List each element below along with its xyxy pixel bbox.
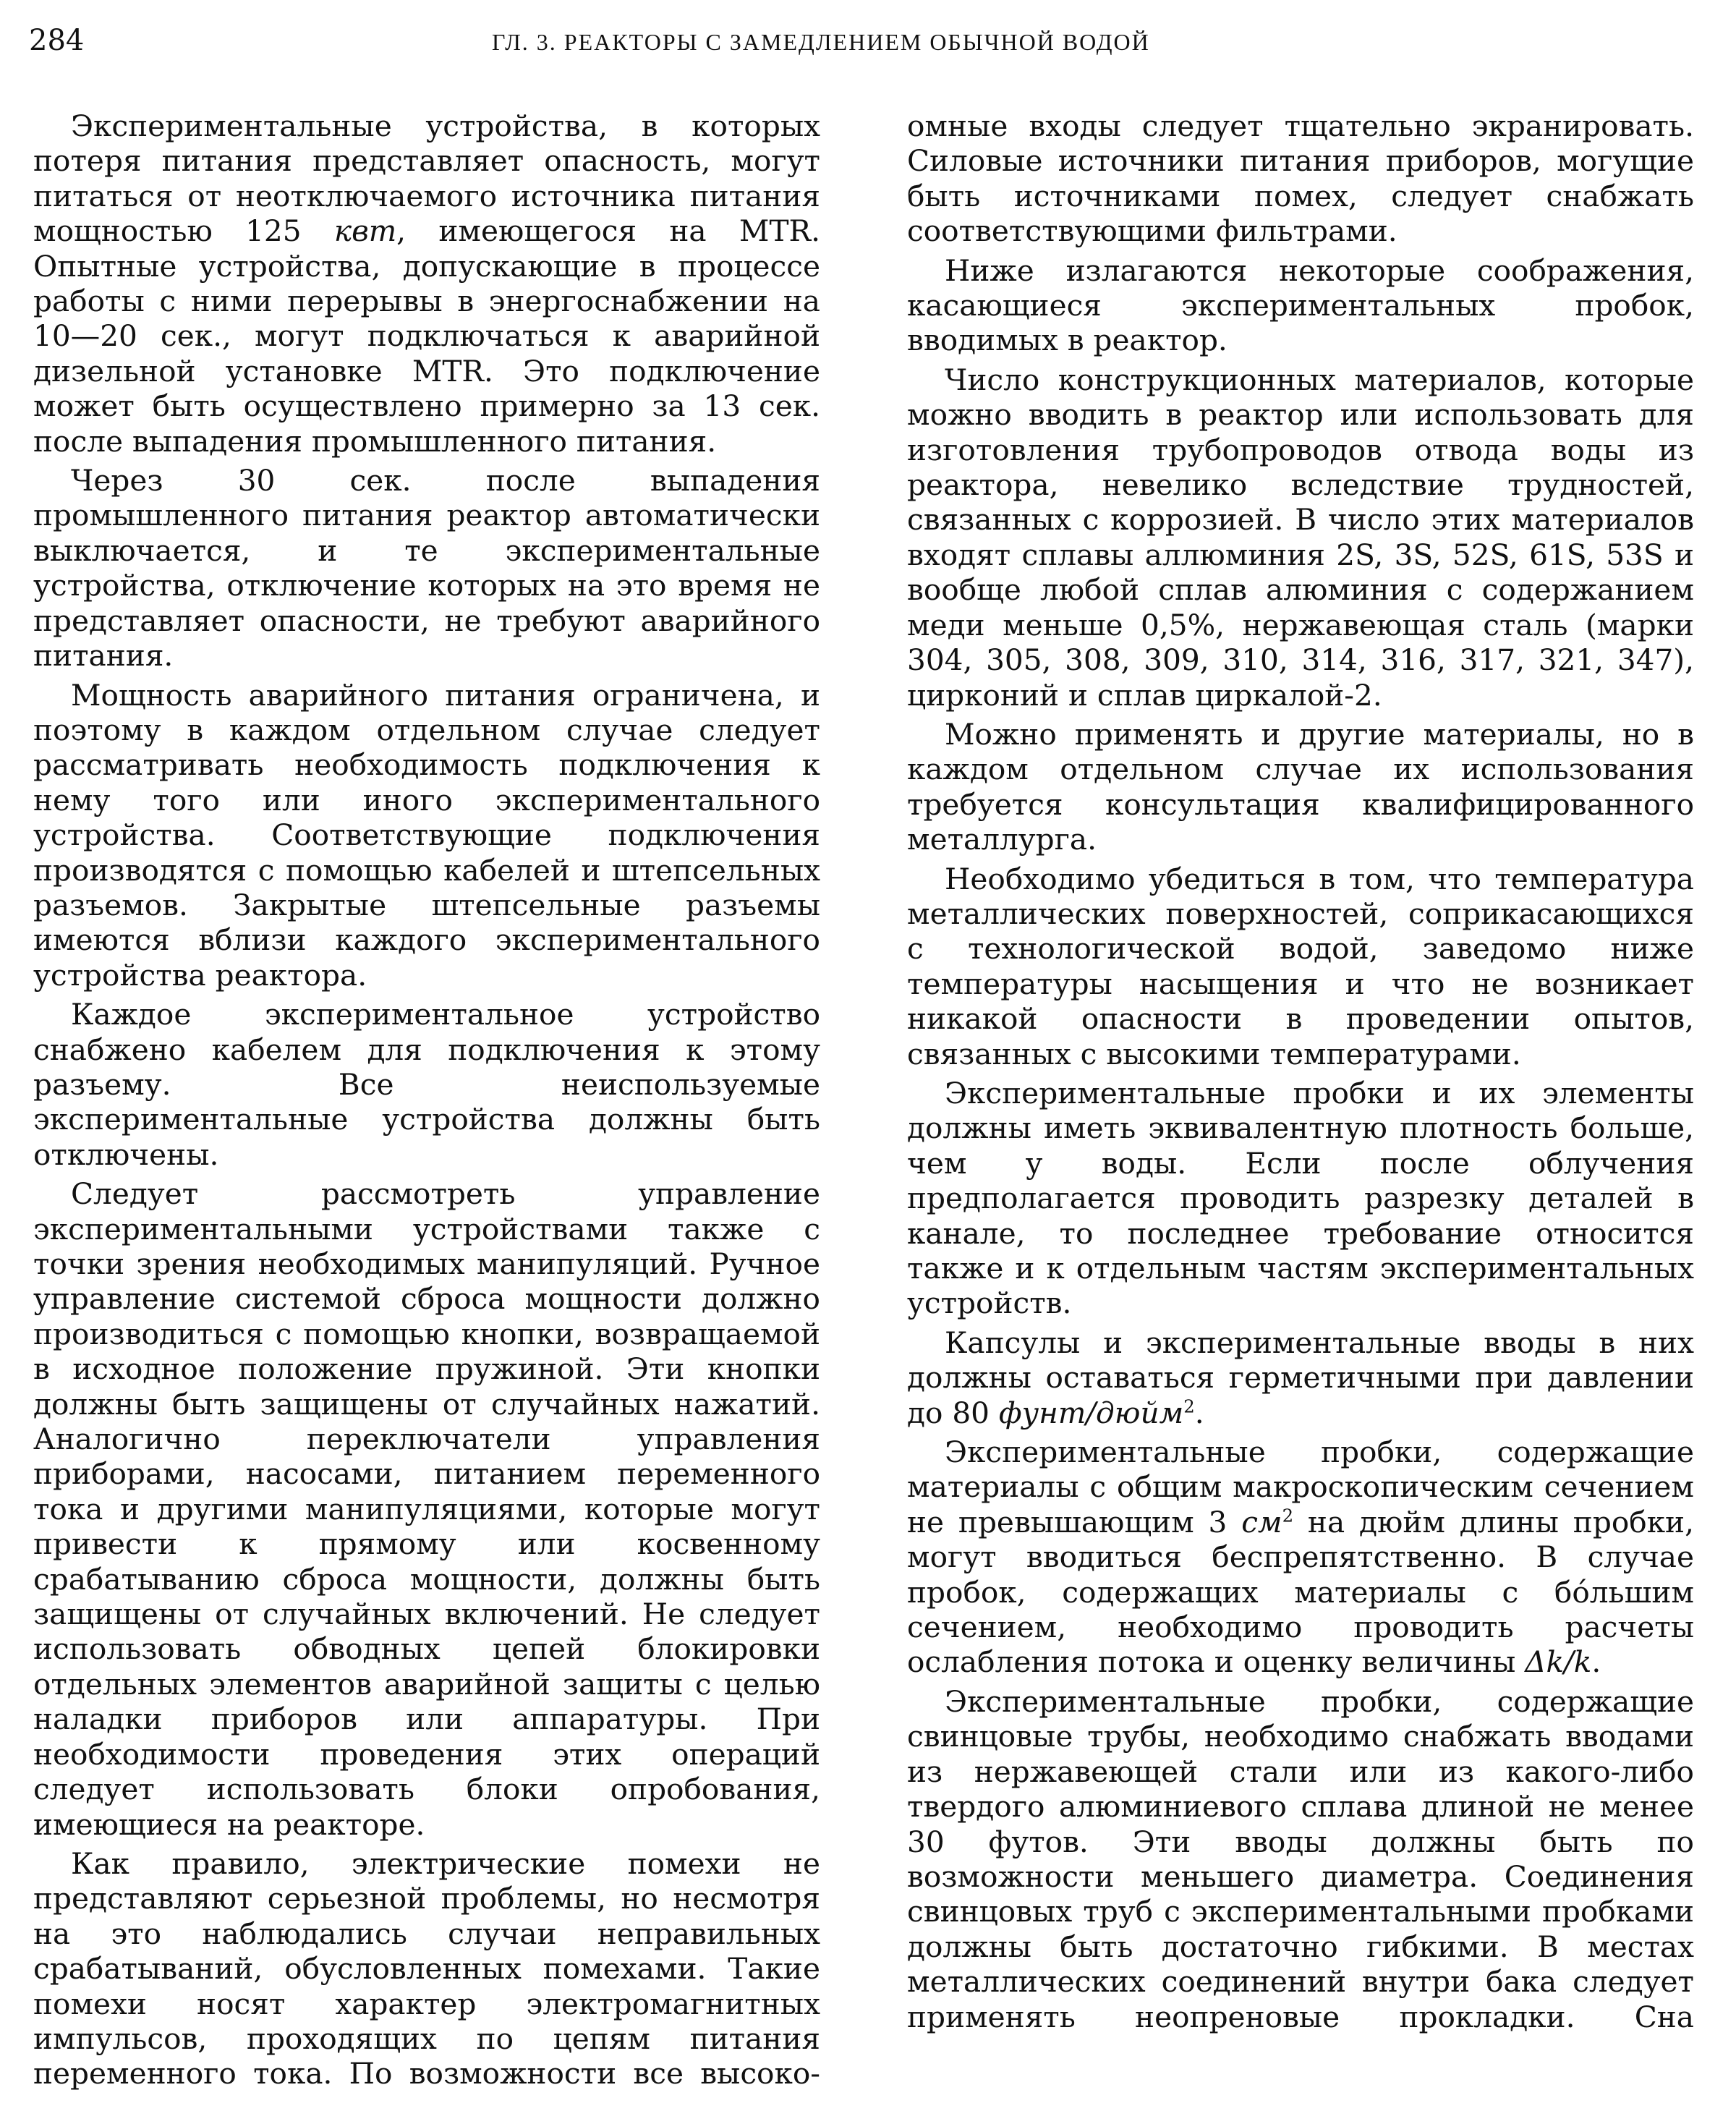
paragraph: Мощность аварийного питания ограничена, и поэтому в каждом отдельном случае следует рассматривать необходимость подключения к нему того или иного экспериментального устройства. Соответствующие подключения производятся с помощью кабелей и штепсельных разъемов. Закрытые штепсельные разъемы имеются вблизи каждого экспериментального устройства реактора. — [33, 677, 820, 993]
page-header — [29, 23, 1709, 67]
paragraph: омные входы следует тщательно экранировать. Силовые источники питания приборов, могущие быть источниками помех, следует снабжать соответствующими фильтрами. — [907, 109, 1694, 249]
paragraph: Экспериментальные пробки и их элементы должны иметь эквивалентную плотность больше, чем у воды. Если после облучения предполагается проводить разрезку деталей в канале, то последнее требование относится также и к отдельным частям экспериментальных устройств. — [907, 1075, 1694, 1321]
formula: Δk/k — [1525, 1644, 1592, 1680]
paragraph: Можно применять и другие материалы, но в каждом отдельном случае их использования требуется консультация квалифицированного металлурга. — [907, 716, 1694, 857]
paragraph: Через 30 сек. после выпадения промышленного питания реактор автоматически выключается, и те экспериментальные устройства, отключение которых на это время не представляет опасности, не требуют аварийного питания. — [33, 463, 820, 674]
paragraph: Капсулы и экспериментальные вводы в них должны оставаться герметичными при давлении до 80 фунт/дюйм$^2$. — [907, 1325, 1694, 1430]
paragraph: Ниже излагаются некоторые соображения, касающиеся экспериментальных пробок, вводимых в реактор. — [907, 252, 1694, 358]
running-head: ГЛ. 3. РЕАКТОРЫ С ЗАМЕДЛЕНИЕМ ОБЫЧНОЙ ВОДОЙ — [492, 29, 1150, 55]
paragraph: Как правило, электрические помехи не представляют серьезной проблемы, но несмотря на это наблюдались случаи неправильных срабатываний, обусловленных помехами. Такие помехи носят характер электромагнитных импульсов, проходящих по цепям питания переменного тока. По возможности все высоко- — [33, 1845, 820, 2091]
paragraph: Необходимо убедиться в том, что температура металлических поверхностей, соприкасающихся с технологической водой, заведомо ниже температуры насыщения и что не возникает никакой опасности в проведении опытов, связанных с высокими температурами. — [907, 861, 1694, 1071]
left-column — [33, 109, 820, 2096]
paragraph: Экспериментальные устройства, в которых потеря питания представляет опасность, могут питаться от неотключаемого источника питания мощностью 125 квт, имеющегося на MTR. Опытные устройства, допускающие в процессе работы с ними перерывы в энергоснабжении на 10—20 сек., могут подключаться к аварийной дизельной установке MTR. Это подключение может быть осуществлено примерно за 13 сек. после выпадения промышленного питания. — [33, 109, 820, 459]
paragraph: Каждое экспериментальное устройство снабжено кабелем для подключения к этому разъему. Все неиспользуемые экспериментальные устройства должны быть отключены. — [33, 997, 820, 1172]
page-number: 284 — [29, 24, 85, 57]
paragraph: Число конструкционных материалов, которые можно вводить в реактор или использовать для изготовления трубопроводов отвода воды из реактора, невелико вследствие трудностей, связанных с коррозией. В число этих материалов входят сплавы аллюминия 2S, 3S, 52S, 61S, 53S и вообще любой сплав алюминия с содержанием меди меньше 0,5%, нержавеющая сталь (марки 304, 305, 308, 309, 310, 314, 316, 317, 321, 347), цирконий и сплав циркалой-2. — [907, 362, 1694, 713]
right-column — [907, 109, 1694, 2039]
paragraph: Экспериментальные пробки, содержащие материалы с общим макроскопическим сечением не превышающим 3 $см^2$ на дюйм длины пробки, могут вводиться беспрепятственно. В случае пробок, содержащих материалы с бо́льшим сечением, необходимо проводить расчеты ослабления потока и оценку величины Δk/k. — [907, 1435, 1694, 1680]
paragraph: Экспериментальные пробки, содержащие свинцовые трубы, необходимо снабжать вводами из нержавеющей стали или из какого-либо твердого алюминиевого сплава длиной не менее 30 футов. Эти вводы должны быть по возможности меньшего диаметра. Соединения свинцовых труб с экспериментальными пробками должны быть достаточно гибкими. В местах металлических соединений внутри бака следует применять неопреновые прокладки. Сна — [907, 1683, 1694, 2034]
paragraph: Следует рассмотреть управление экспериментальными устройствами также с точки зрения необходимых манипуляций. Ручное управление системой сброса мощности должно производиться с помощью кнопки, возвращаемой в исходное положение пружиной. Эти кнопки должны быть защищены от случайных нажатий. Аналогично переключатели управления приборами, насосами, питанием переменного тока и другими манипуляциями, которые могут привести к прямому или косвенному срабатыванию сброса мощности, должны быть защищены от случайных включений. Не следует использовать обводных цепей блокировки отдельных элементов аварийной защиты с целью наладки приборов или аппаратуры. При необходимости проведения этих операций следует использовать блоки опробования, имеющиеся на реакторе. — [33, 1176, 820, 1842]
